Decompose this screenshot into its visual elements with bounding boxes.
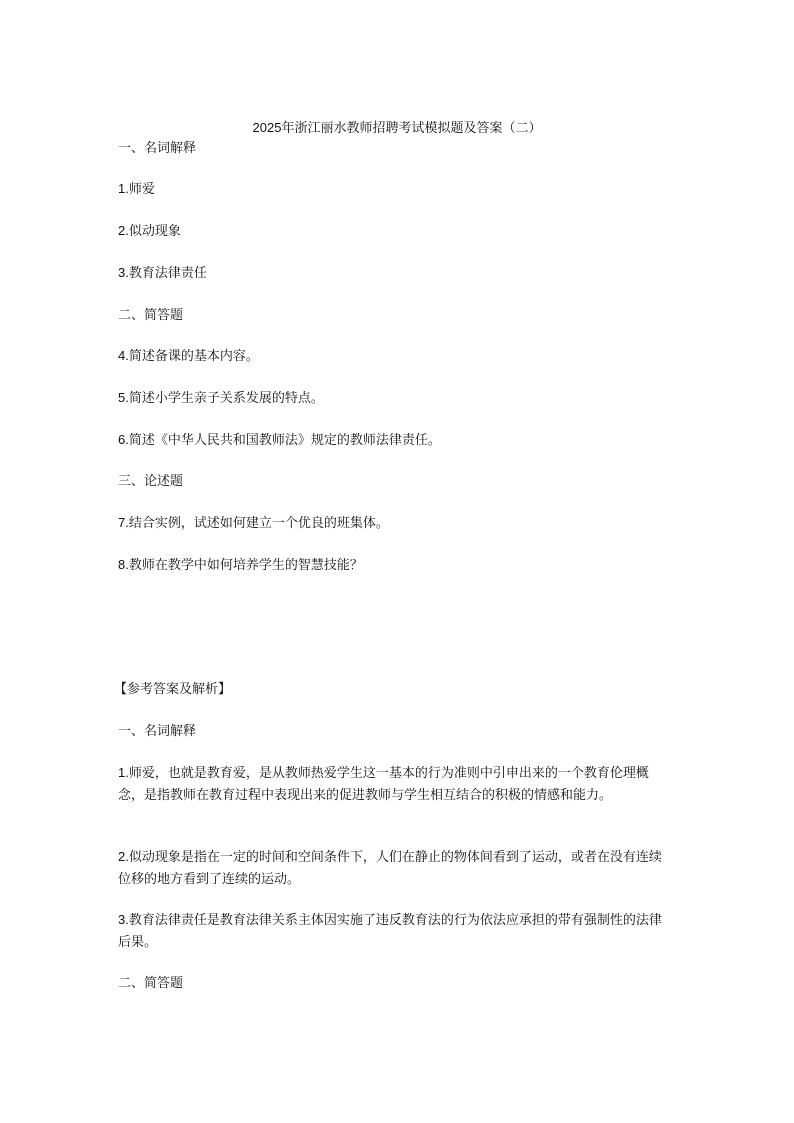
question: 3.教育法律责任	[118, 265, 207, 280]
section-heading: 一、名词解释	[118, 723, 197, 738]
answer: 1.师爱，也就是教育爱，是从教师热爱学生这一基本的行为准则中引申出来的一个教育伦理概念，是指教师在教育过程中表现出来的促进教师与学生相互结合的积极的情感和能力。	[118, 765, 649, 802]
question: 1.师爱	[118, 181, 155, 196]
question: 8.教师在教学中如何培养学生的智慧技能？	[118, 557, 363, 572]
answer: 3.教育法律责任是教育法律关系主体因实施了违反教育法的行为依法应承担的带有强制性的法律后果。	[118, 912, 662, 949]
answers-heading: 【参考答案及解析】	[114, 681, 232, 696]
section-heading: 三、论述题	[118, 473, 184, 488]
question: 7.结合实例，试述如何建立一个优良的班集体。	[118, 515, 389, 530]
question: 2.似动现象	[118, 223, 181, 238]
answer: 2.似动现象是指在一定的时间和空间条件下，人们在静止的物体间看到了运动，或者在没有连续位移的地方看到了连续的运动。	[118, 849, 662, 886]
section-heading: 二、简答题	[118, 307, 184, 322]
document-title: 2025年浙江丽水教师招聘考试模拟题及答案（二）	[252, 120, 542, 135]
section-heading: 二、简答题	[118, 975, 184, 990]
section-heading: 一、名词解释	[118, 140, 197, 155]
question: 4.简述备课的基本内容。	[118, 348, 259, 363]
question: 6.简述《中华人民共和国教师法》规定的教师法律责任。	[118, 432, 441, 447]
question: 5.简述小学生亲子关系发展的特点。	[118, 390, 324, 405]
